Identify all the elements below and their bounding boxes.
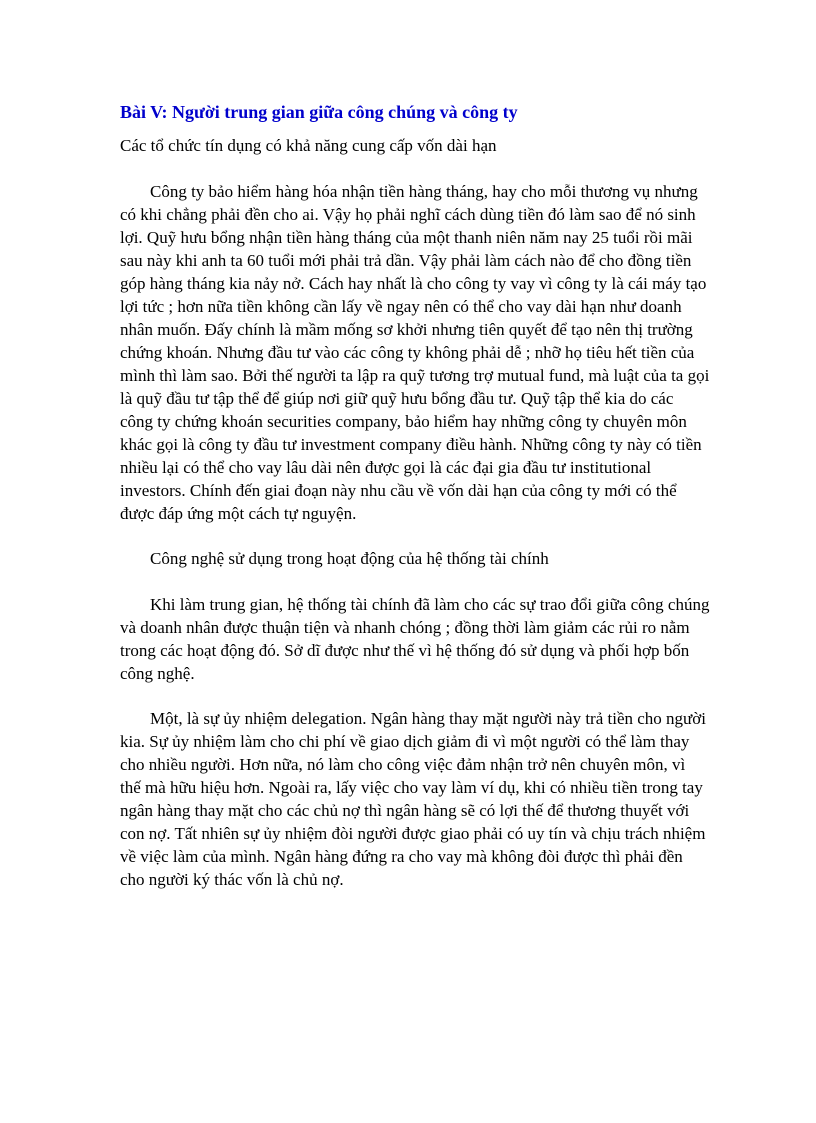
section-heading-financial-technology: Công nghệ sử dụng trong hoạt động của hệ thống tài chính xyxy=(150,549,549,568)
paragraph-intermediation: Khi làm trung gian, hệ thống tài chính đã làm cho các sự trao đổi giữa công chúng và doanh nhân được thuận tiện và nhanh chóng ; đồng thời làm giảm các rủi ro nằm trong các hoạt động đó. Sở dĩ được như thế vì hệ thống đó sử dụng và phối hợp bốn công nghệ. xyxy=(120,595,710,683)
paragraph-insurance-pension: Công ty bảo hiểm hàng hóa nhận tiền hàng tháng, hay cho mỗi thương vụ nhưng có khi chẳng phải đền cho ai. Vậy họ phải nghĩ cách dùng tiền đó làm sao để nó sinh lợi. Quỹ hưu bổng nhận tiền hàng tháng của một thanh niên năm nay 25 tuổi rồi mãi sau này khi anh ta 60 tuổi mới phải trả dần. Vậy phải làm cách nào để cho đồng tiền góp hàng tháng kia nảy nở. Cách hay nhất là cho công ty vay vì công ty là cái máy tạo lợi tức ; hơn nữa tiền không cần lấy về ngay nên có thể cho vay dài hạn như doanh nhân muốn. Đấy chính là mầm mống sơ khởi nhưng tiên quyết để tạo nên thị trường chứng khoán. Nhưng đầu tư vào các công ty không phải dễ ; nhỡ họ tiêu hết tiền của mình thì làm sao. Bởi thế người ta lập ra quỹ tương trợ mutual fund, mà luật của ta gọi là quỹ đầu tư tập thể để giúp nơi giữ quỹ hưu bổng đầu tư. Quỹ tập thể kia do các công ty chứng khoán securities company, bảo hiểm hay những công ty chuyên môn khác gọi là công ty đầu tư investment company điều hành. Những công ty này có tiền nhiều lại có thể cho vay lâu dài nên được gọi là các đại gia đầu tư institutional investors. Chính đến giai đoạn này nhu cầu về vốn dài hạn của công ty mới có thể được đáp ứng một cách tự nguyện. xyxy=(120,182,710,523)
lesson-title: Bài V: Người trung gian giữa công chúng và công ty xyxy=(120,102,518,122)
paragraph-delegation: Một, là sự ủy nhiệm delegation. Ngân hàng thay mặt người này trả tiền cho người kia. Sự ủy nhiệm làm cho chi phí về giao dịch giảm đi vì một người có thể làm thay cho nhiều người. Hơn nữa, nó làm cho công việc đảm nhận trở nên chuyên môn, vì thế mà hữu hiệu hơn. Ngoài ra, lấy việc cho vay làm ví dụ, khi có nhiều tiền trong tay ngân hàng thay mặt cho các chủ nợ thì ngân hàng sẽ có lợi thế để thương thuyết với con nợ. Tất nhiên sự ủy nhiệm đòi người được giao phải có uy tín và chịu trách nhiệm về việc làm của mình. Ngân hàng đứng ra cho vay mà không đòi được thì phải đền cho người ký thác vốn là chủ nợ. xyxy=(120,709,706,889)
section-heading-credit-institutions: Các tổ chức tín dụng có khả năng cung cấp vốn dài hạn xyxy=(120,136,497,155)
document-content xyxy=(120,100,710,913)
